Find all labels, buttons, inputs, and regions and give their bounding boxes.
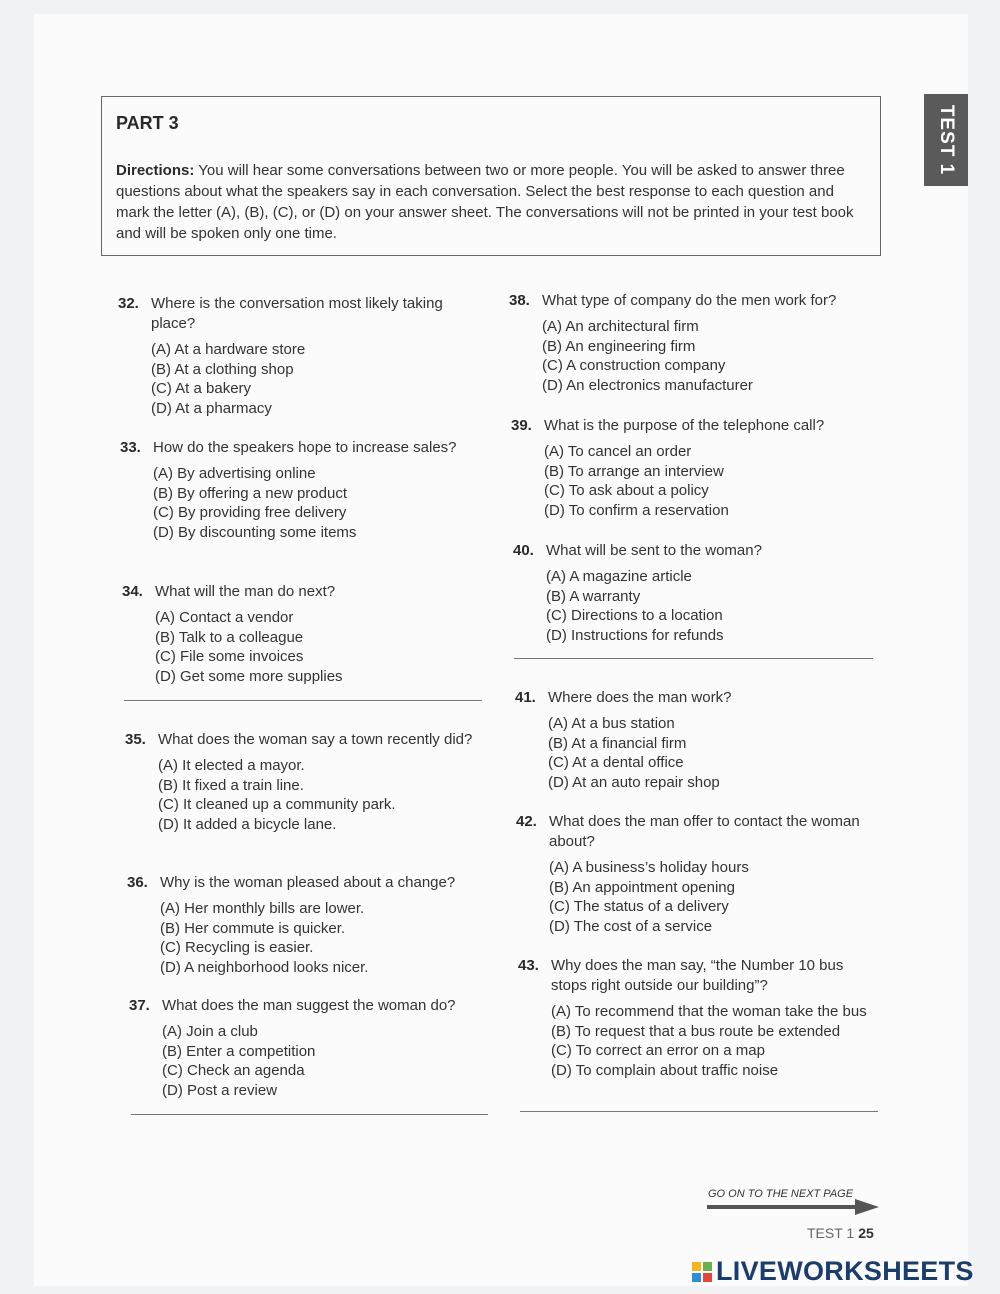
question-number: 39. (511, 417, 532, 434)
option-c[interactable]: (C) File some invoices (155, 648, 304, 665)
option-b[interactable]: (B) Enter a competition (162, 1042, 316, 1060)
option-c[interactable]: (C) To correct an error on a map (551, 1042, 765, 1059)
question-38 (509, 291, 874, 395)
option-c[interactable]: (C) Directions to a location (546, 607, 723, 624)
option-a[interactable]: (A) To recommend that the woman take the bus (551, 1003, 867, 1020)
question-number: 38. (509, 292, 530, 309)
option-c[interactable]: (C) Recycling is easier. (160, 939, 314, 956)
option-d[interactable]: (D) The cost of a service (549, 917, 713, 935)
option-b[interactable]: (B) Her commute is quicker. (160, 919, 346, 937)
liveworksheets-logo-icon (692, 1262, 712, 1282)
question-stem: What will be sent to the woman? (546, 542, 762, 559)
option-c[interactable]: (C) A construction company (542, 357, 726, 374)
option-b[interactable]: (B) At a clothing shop (151, 360, 294, 378)
option-c[interactable]: (C) At a bakery (151, 380, 252, 397)
option-c[interactable]: (C) To ask about a policy (544, 482, 709, 499)
question-number: 40. (513, 542, 534, 559)
option-d[interactable]: (D) Get some more supplies (155, 667, 343, 685)
divider (131, 1114, 488, 1115)
page-number: 25 (858, 1225, 874, 1241)
go-on-label: GO ON TO THE NEXT PAGE (708, 1188, 854, 1200)
directions-box (101, 96, 881, 256)
question-39 (511, 416, 876, 520)
question-stem: Where is the conversation most likely taking place? (151, 295, 443, 332)
option-c[interactable]: (C) It cleaned up a community park. (158, 796, 396, 813)
question-stem: Why does the man say, “the Number 10 bus stops right outside our building”? (551, 957, 844, 994)
page-footer (807, 1225, 874, 1241)
option-c[interactable]: (C) The status of a delivery (549, 898, 729, 915)
option-a[interactable]: (A) At a hardware store (151, 341, 306, 358)
option-a[interactable]: (A) A magazine article (546, 568, 692, 585)
question-43 (518, 956, 883, 1080)
option-a[interactable]: (A) An architectural firm (542, 318, 699, 335)
option-d[interactable]: (D) A neighborhood looks nicer. (160, 958, 369, 976)
question-33 (120, 438, 485, 542)
brand-text: LIVEWORKSHEETS (716, 1256, 974, 1286)
question-34 (122, 582, 487, 686)
option-c[interactable]: (C) Check an agenda (162, 1062, 305, 1079)
option-a[interactable]: (A) Contact a vendor (155, 609, 294, 626)
question-40 (513, 541, 878, 645)
option-b[interactable]: (B) An engineering firm (542, 337, 696, 355)
option-a[interactable]: (A) A business’s holiday hours (549, 859, 749, 876)
option-d[interactable]: (D) It added a bicycle lane. (158, 815, 337, 833)
divider (520, 1111, 878, 1112)
divider (514, 658, 873, 659)
option-d[interactable]: (D) To complain about traffic noise (551, 1061, 779, 1079)
option-a[interactable]: (A) Her monthly bills are lower. (160, 900, 365, 917)
question-number: 32. (118, 295, 139, 312)
option-b[interactable]: (B) By offering a new product (153, 484, 347, 502)
question-36 (127, 873, 492, 977)
side-tab-label: TEST 1 (936, 104, 957, 176)
directions-body: You will hear some conversations between two or more people. You will be asked to answer three questions about what the speakers say in each conversation. Select the best response to each question and mark the letter (A), (B), (C), or (D) on your answer sheet. The conversations will not be printed in your test book and will be spoken only one time. (116, 162, 854, 242)
option-b[interactable]: (B) At a financial firm (548, 734, 687, 752)
question-37 (129, 996, 494, 1100)
question-stem: What will the man do next? (155, 583, 336, 600)
option-d[interactable]: (D) Post a review (162, 1081, 278, 1099)
question-stem: What type of company do the men work for? (542, 292, 837, 309)
question-32 (118, 294, 483, 418)
arrow-head-icon (855, 1199, 879, 1215)
option-a[interactable]: (A) To cancel an order (544, 443, 692, 460)
option-b[interactable]: (B) An appointment opening (549, 878, 735, 896)
question-number: 34. (122, 583, 143, 600)
question-stem: Why is the woman pleased about a change? (160, 874, 456, 891)
question-35 (125, 730, 490, 834)
option-d[interactable]: (D) To confirm a reservation (544, 501, 729, 519)
question-number: 33. (120, 439, 141, 456)
directions-label: Directions: (116, 162, 195, 179)
directions-text (116, 160, 866, 244)
option-d[interactable]: (D) At an auto repair shop (548, 773, 720, 791)
option-d[interactable]: (D) By discounting some items (153, 523, 357, 541)
question-number: 36. (127, 874, 148, 891)
question-number: 42. (516, 813, 537, 830)
question-41 (515, 688, 880, 792)
question-number: 37. (129, 997, 150, 1014)
part-title: PART 3 (116, 113, 179, 133)
option-c[interactable]: (C) At a dental office (548, 754, 684, 771)
option-a[interactable]: (A) Join a club (162, 1023, 258, 1040)
question-stem: What does the man offer to contact the woman about? (549, 813, 860, 850)
liveworksheets-brand[interactable] (692, 1256, 974, 1287)
question-number: 41. (515, 689, 536, 706)
option-a[interactable]: (A) At a bus station (548, 715, 675, 732)
option-b[interactable]: (B) To request that a bus route be extended (551, 1022, 841, 1040)
option-a[interactable]: (A) It elected a mayor. (158, 757, 305, 774)
option-b[interactable]: (B) It fixed a train line. (158, 776, 304, 794)
option-d[interactable]: (D) Instructions for refunds (546, 626, 724, 644)
next-page-arrow-icon (707, 1205, 857, 1209)
option-a[interactable]: (A) By advertising online (153, 465, 316, 482)
question-number: 43. (518, 957, 539, 974)
question-42 (516, 812, 881, 936)
option-c[interactable]: (C) By providing free delivery (153, 504, 347, 521)
divider (124, 700, 482, 701)
test-side-tab (924, 94, 968, 186)
option-d[interactable]: (D) An electronics manufacturer (542, 376, 753, 394)
option-d[interactable]: (D) At a pharmacy (151, 399, 272, 417)
test-label: TEST 1 (807, 1225, 855, 1241)
question-stem: What is the purpose of the telephone call? (544, 417, 825, 434)
question-stem: What does the man suggest the woman do? (162, 997, 456, 1014)
option-b[interactable]: (B) To arrange an interview (544, 462, 724, 480)
question-stem: How do the speakers hope to increase sales? (153, 439, 457, 456)
option-b[interactable]: (B) A warranty (546, 587, 641, 605)
question-stem: Where does the man work? (548, 689, 732, 706)
option-b[interactable]: (B) Talk to a colleague (155, 628, 304, 646)
question-stem: What does the woman say a town recently did? (158, 731, 473, 748)
question-number: 35. (125, 731, 146, 748)
